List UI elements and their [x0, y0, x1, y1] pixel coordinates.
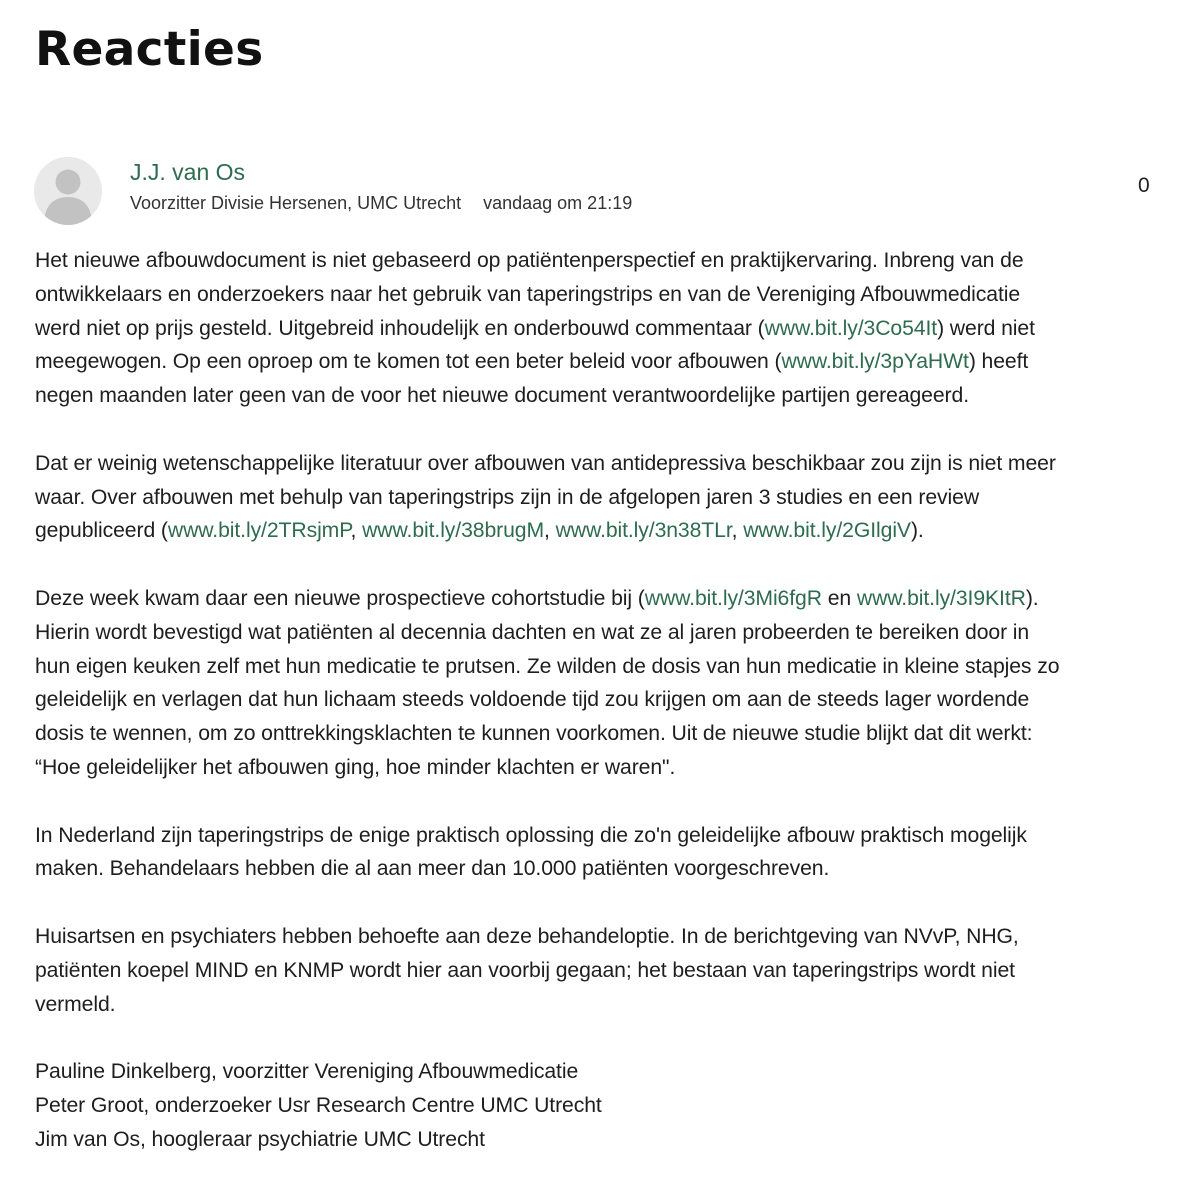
paragraph-line: vermeld.: [35, 992, 116, 1016]
text-segment: ).: [1025, 586, 1039, 610]
signature-line: Jim van Os, hoogleraar psychiatrie UMC Utrecht: [35, 1127, 485, 1151]
comment-paragraph-2: [35, 447, 1185, 548]
comment-body: [35, 244, 1185, 1190]
paragraph-line: hun eigen keuken zelf met hun medicatie te prutsen. Ze wilden de dosis van hun medicatie in kleine stapjes zo: [35, 654, 1060, 678]
comment-paragraph-5: [35, 920, 1185, 1021]
paragraph-line: Huisartsen en psychiaters hebben behoefte aan deze behandeloptie. In de berichtgeving van NVvP, NHG,: [35, 924, 1019, 948]
text-segment: Deze week kwam daar een nieuwe prospectieve cohortstudie bij (: [35, 586, 645, 610]
comment-paragraph-1: [35, 244, 1185, 413]
author-role: Voorzitter Divisie Hersenen, UMC Utrecht: [130, 193, 462, 213]
paragraph-line: Dat er weinig wetenschappelijke literatuur over afbouwen van antidepressiva beschikbaar zou zijn is niet meer: [35, 451, 1056, 475]
signatures: [35, 1055, 1185, 1156]
text-segment: en: [821, 586, 857, 610]
text-segment: ,: [731, 519, 744, 543]
comment-timestamp: vandaag om 21:19: [483, 193, 633, 213]
commentaar-link[interactable]: www.bit.ly/3Co54It: [764, 316, 938, 340]
comment-paragraph-3: [35, 582, 1185, 785]
signature-line: Pauline Dinkelberg, voorzitter Vereniging Afbouwmedicatie: [35, 1060, 579, 1084]
study-link-2[interactable]: www.bit.ly/38brugM: [362, 519, 545, 543]
signature-line: Peter Groot, onderzoeker Usr Research Centre UMC Utrecht: [35, 1093, 602, 1117]
study-link-3[interactable]: www.bit.ly/3n38TLr: [555, 519, 732, 543]
paragraph-line: geleidelijk en verlagen dat hun lichaam steeds voldoende tijd zou krijgen om aan de steeds lager wordende: [35, 688, 1030, 712]
text-segment: ) heeft: [968, 350, 1029, 374]
vote-count[interactable]: 0: [1138, 174, 1150, 197]
oproep-link[interactable]: www.bit.ly/3pYaHWt: [781, 350, 969, 374]
comment-paragraph-4: [35, 819, 1185, 887]
paragraph-line: Hierin wordt bevestigd wat patiënten al decennia dachten en wat ze al jaren probeerden te bereiken door in: [35, 620, 1030, 644]
page-title: Reacties: [35, 22, 264, 77]
text-segment: ,: [544, 519, 556, 543]
text-segment: ) werd niet: [937, 316, 1035, 340]
paragraph-line: waar. Over afbouwen met behulp van taperingstrips zijn in de afgelopen jaren 3 studies en een review: [35, 485, 980, 509]
paragraph-line: In Nederland zijn taperingstrips de enige praktisch oplossing die zo'n geleidelijke afbouw praktisch mogelijk: [35, 823, 1027, 847]
paragraph-line: Het nieuwe afbouwdocument is niet gebaseerd op patiëntenperspectief en praktijkervaring. Inbreng van de: [35, 249, 1024, 272]
avatar[interactable]: [34, 157, 102, 225]
comment-meta: [130, 190, 632, 216]
paragraph-line: negen maanden later geen van de voor het nieuwe document verantwoordelijke partijen gereageerd.: [35, 384, 969, 408]
study-link-1[interactable]: www.bit.ly/2TRsjmP: [167, 519, 351, 543]
paragraph-line: ontwikkelaars en onderzoekers naar het gebruik van taperingstrips en van de Vereniging Afbouwmedicatie: [35, 282, 1021, 306]
paragraph-line: maken. Behandelaars hebben die al aan meer dan 10.000 patiënten voorgeschreven.: [35, 857, 830, 881]
text-segment: gepubliceerd (: [35, 519, 168, 543]
paragraph-line: patiënten koepel MIND en KNMP wordt hier aan voorbij gegaan; het bestaan van taperingstrips wordt niet: [35, 958, 1015, 982]
cohort-study-link-2[interactable]: www.bit.ly/3I9KItR: [856, 586, 1026, 610]
paragraph-line: dosis te wennen, om zo onttrekkingsklachten te kunnen voorkomen. Uit de nieuwe studie blijkt dat dit werkt:: [35, 722, 1033, 746]
paragraph-line: [35, 514, 1185, 548]
text-segment: meegewogen. Op een oproep om te komen tot een beter beleid voor afbouwen (: [35, 350, 782, 374]
text-segment: ,: [350, 519, 363, 543]
paragraph-line: [35, 345, 1185, 379]
paragraph-line: [35, 582, 1185, 616]
text-segment: werd niet op prijs gesteld. Uitgebreid inhoudelijk en onderbouwd commentaar (: [35, 316, 765, 340]
text-segment: ).: [910, 519, 924, 543]
paragraph-line: [35, 312, 1185, 346]
review-link[interactable]: www.bit.ly/2GIlgiV: [743, 519, 911, 543]
author-name-link[interactable]: J.J. van Os: [130, 159, 246, 185]
paragraph-line: “Hoe geleidelijker het afbouwen ging, hoe minder klachten er waren".: [35, 755, 676, 779]
user-silhouette-icon: [34, 157, 102, 225]
cohort-study-link-1[interactable]: www.bit.ly/3Mi6fgR: [644, 586, 822, 610]
